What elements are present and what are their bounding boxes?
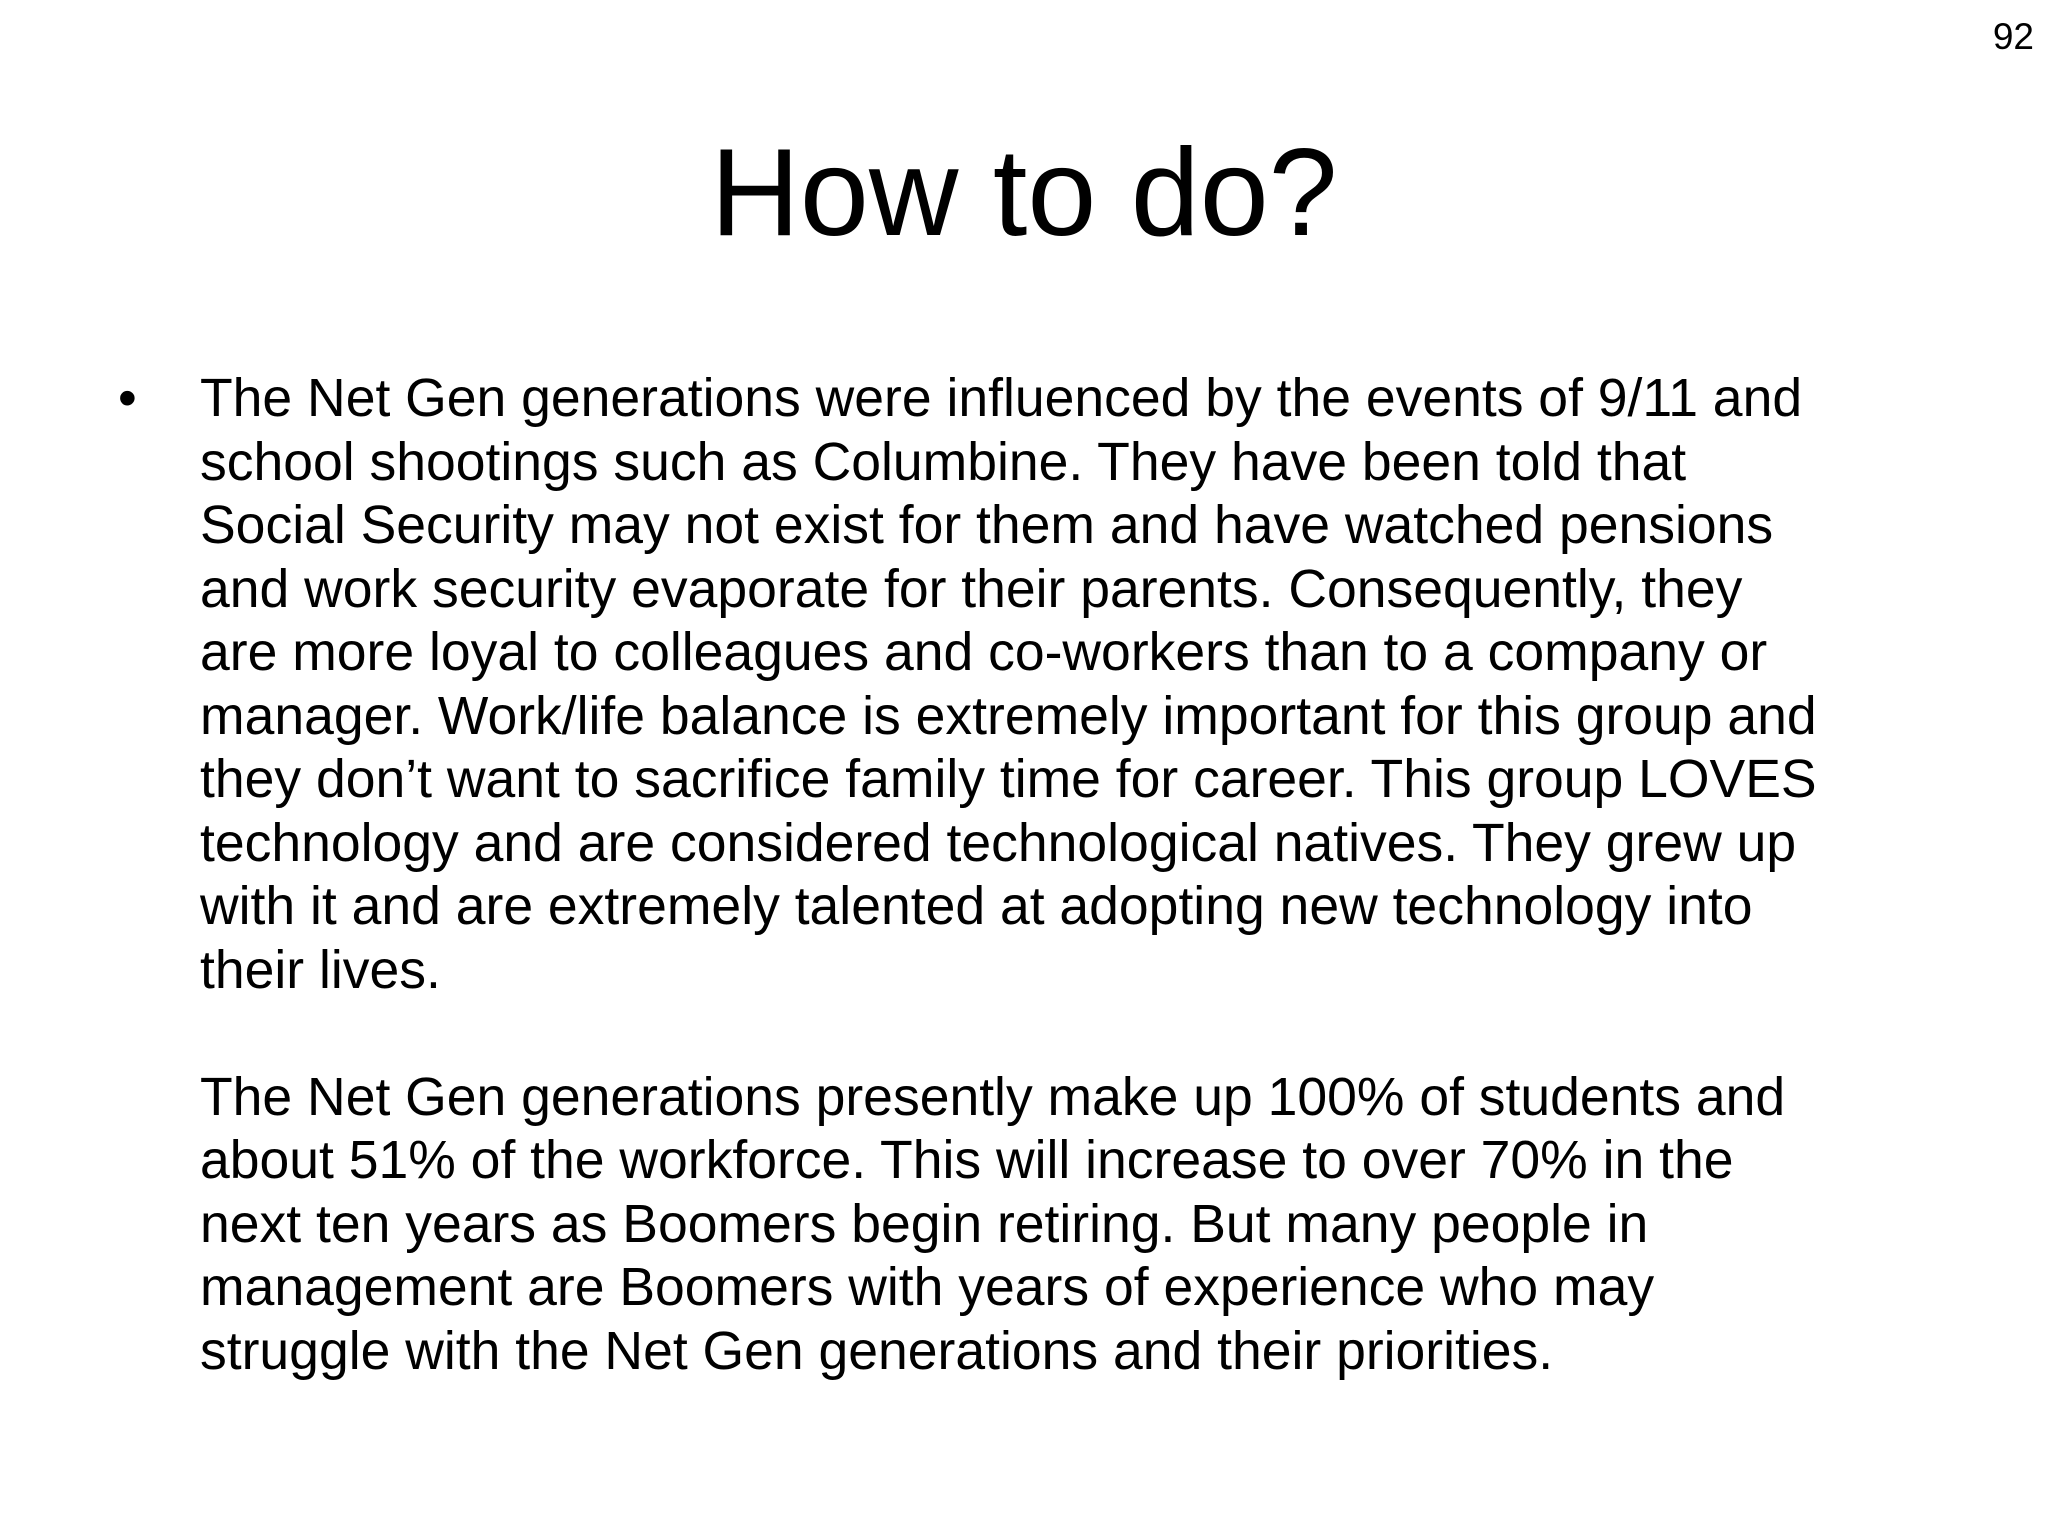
body-paragraph-2 (200, 1066, 1960, 1384)
slide-title: How to do? (710, 124, 1338, 262)
text-line: technology and are considered technological natives. They grew up (200, 813, 1797, 873)
text-line: are more loyal to colleagues and co-workers than to a company or (200, 623, 1768, 682)
text-line: and work security evaporate for their parents. Consequently, they (200, 559, 1743, 619)
text-line: next ten years as Boomers begin retiring. But many people in (200, 1194, 1649, 1254)
text-line: they don’t want to sacrifice family time for career. This group LOVES (200, 750, 1817, 809)
text-line: manager. Work/life balance is extremely important for this group and (200, 686, 1817, 746)
text-line: with it and are extremely talented at adopting new technology into (200, 877, 1753, 936)
slide-body (118, 367, 1960, 1383)
page-number: 92 (1992, 16, 2034, 57)
text-line: Social Security may not exist for them and have watched pensions (200, 496, 1774, 555)
text-line: The Net Gen generations were influenced by the events of 9/11 and (200, 369, 1803, 428)
text-line: about 51% of the workforce. This will increase to over 70% in the (200, 1131, 1734, 1190)
body-paragraph-1 (200, 367, 1960, 1002)
bullet-marker: • (118, 369, 137, 428)
text-line: management are Boomers with years of experience who may (200, 1258, 1655, 1317)
text-line: struggle with the Net Gen generations and their priorities. (200, 1321, 1554, 1381)
text-line: The Net Gen generations presently make up 100% of students and (200, 1067, 1786, 1127)
text-line: school shootings such as Columbine. They have been told that (200, 432, 1687, 492)
text-line: their lives. (200, 940, 441, 1000)
